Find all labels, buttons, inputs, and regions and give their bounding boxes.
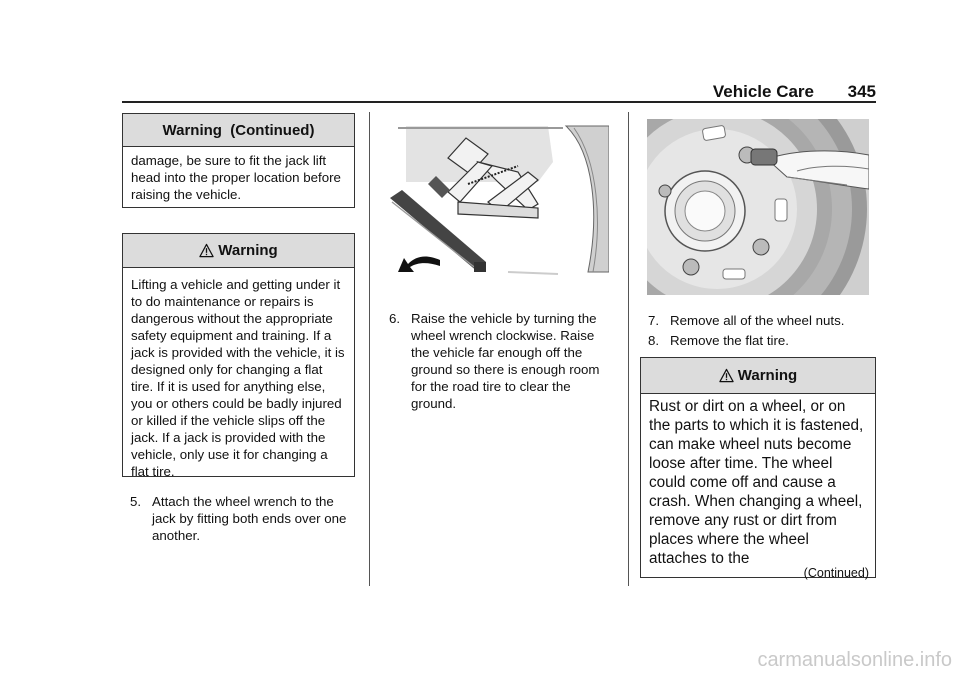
step-7	[648, 312, 873, 329]
warning-triangle-icon	[199, 243, 214, 258]
page-number: 345	[847, 82, 876, 101]
warning-jack-box	[122, 233, 355, 477]
column-divider-2	[628, 112, 629, 586]
warning-continued-box	[122, 113, 355, 208]
header-rule	[122, 101, 876, 103]
wheel-nut-illustration	[647, 119, 869, 295]
step-6-number: 6.	[389, 311, 401, 326]
page-header	[122, 80, 876, 100]
section-title: Vehicle Care	[712, 82, 814, 101]
rotation-arrow-icon	[398, 257, 440, 272]
warning-jack-body: Lifting a vehicle and getting under it to do maintenance or repairs is dangerous without the appropriate safety equipment and training. If a jack is provided with the vehicle, it is designed only for changing a flat tire. If it is used for anything else, you or others could be badly injured or killed if the vehicle slips off the jack. If a jack is provided with the vehicle, only use it for changing a flat tire.	[131, 277, 345, 479]
step-8	[648, 332, 873, 349]
step-7-number: 7.	[648, 313, 660, 328]
warning-continued-body: damage, be sure to fit the jack lift head into the proper location before raising the vehicle.	[131, 153, 341, 202]
warning-rust-title: Warning	[737, 367, 798, 384]
warning-rust-box	[640, 357, 876, 578]
step-6-text: Raise the vehicle by turning the wheel wrench clockwise. Raise the vehicle far enough off the ground so there is enough room for the road tire to clear the ground.	[411, 311, 600, 411]
warning-jack-header	[123, 234, 354, 268]
watermark: carmanualsonline.info	[757, 649, 952, 671]
step-7-text: Remove all of the wheel nuts.	[670, 313, 845, 328]
jack-illustration	[388, 122, 609, 284]
warning-rust-body: Rust or dirt on a wheel, or on the parts to which it is fastened, can make wheel nuts become loose after time. The wheel could come off and cause a crash. When changing a wheel, remove any rust or dirt from places where the wheel attaches to the	[649, 398, 864, 567]
step-8-text: Remove the flat tire.	[670, 333, 789, 348]
step-5-text: Attach the wheel wrench to the jack by fitting both ends over one another.	[152, 494, 347, 543]
step-8-number: 8.	[648, 333, 660, 348]
column-divider-1	[369, 112, 370, 586]
step-5-number: 5.	[130, 494, 142, 509]
warning-rust-header	[641, 358, 875, 394]
step-5	[130, 493, 355, 544]
continued-label: (Continued)	[803, 566, 869, 580]
step-6	[389, 310, 614, 412]
warning-jack-title: Warning	[218, 242, 278, 259]
warning-continued-title: Warning (Continued)	[123, 114, 354, 147]
warning-triangle-icon	[719, 368, 734, 383]
